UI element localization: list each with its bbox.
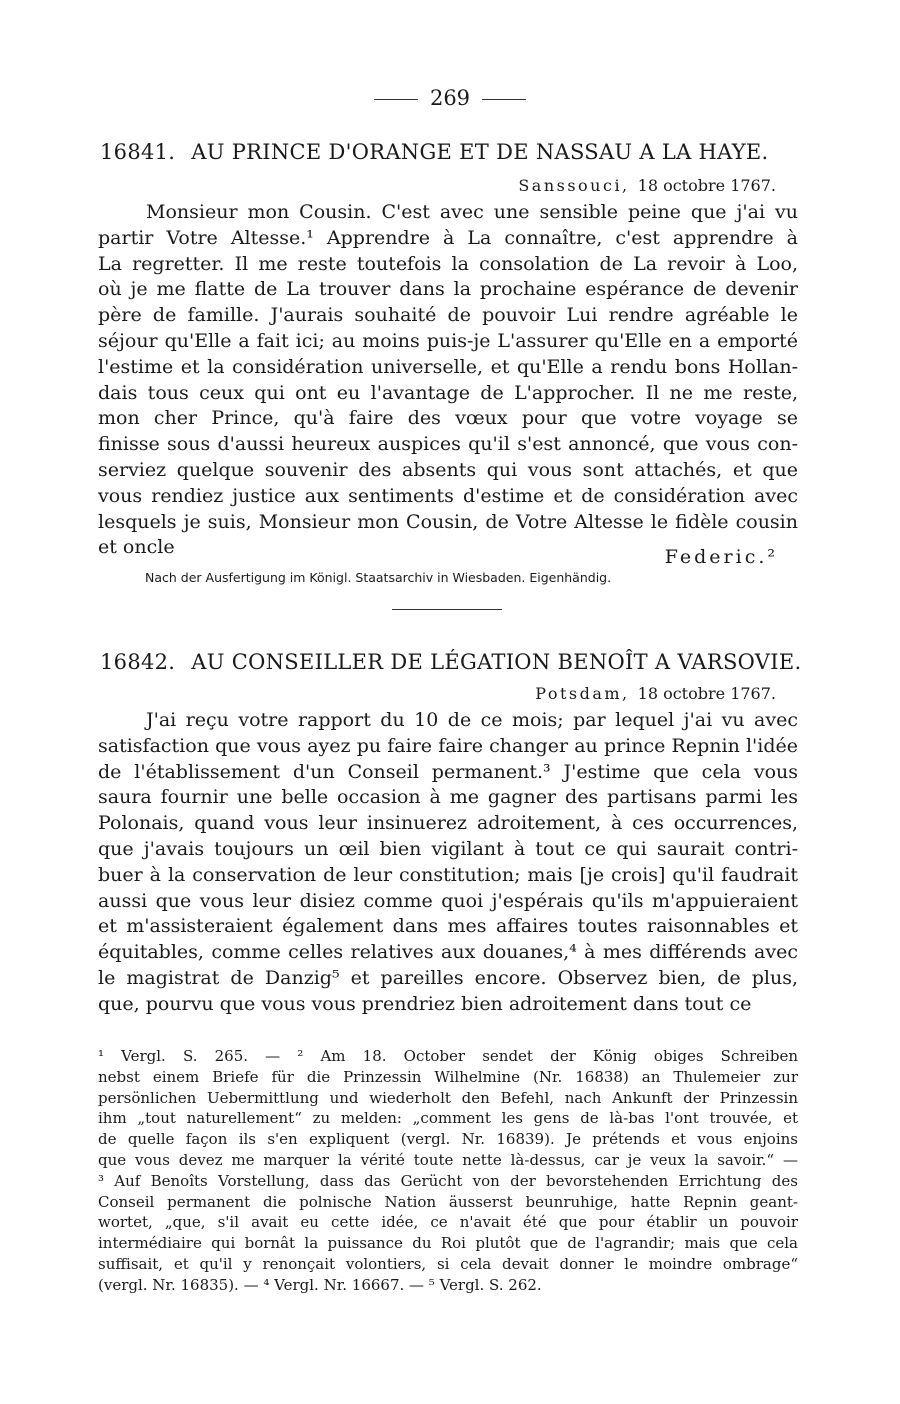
letter-2-text-line: Polonais, quand vous leur insinuerez adroitement, à ces occurrences, [98, 812, 798, 835]
footnote-line: Conseil permanent die polnische Nation äusserst beunruhige, hatte Repnin geant- [98, 1192, 798, 1211]
letter-2-dateline [535, 684, 776, 703]
letter-1-text-line: mon cher Prince, qu'à faire des vœux pour que votre voyage se [98, 407, 798, 430]
letter-1-date: 18 octobre 1767. [637, 176, 776, 195]
page-header [0, 86, 900, 110]
letter-1-heading [100, 140, 800, 164]
letter-1-number: 16841. [100, 140, 176, 164]
letter-1-place: Sanssouci, [518, 176, 630, 195]
letter-2-number: 16842. [100, 650, 176, 674]
letter-2-text-line: que, pourvu que vous vous prendriez bien adroitement dans tout ce [98, 992, 752, 1015]
letter-1-text-line: vous rendiez justice aux sentiments d'estime et de considération avec [98, 484, 798, 507]
letter-2-text-line: aussi que vous leur disiez comme quoi j'espérais qu'ils m'appuieraient [98, 889, 798, 912]
letter-2-body [98, 708, 798, 1018]
footnote-line: que vous devez me marquer la vérité toute nette là-dessus, car je veux la savoir.“ — [98, 1150, 798, 1169]
footnote-line: persönlichen Uebermittlung und wiederholt den Befehl, nach Ankunft der Prinzessin [98, 1088, 798, 1107]
section-divider [392, 609, 502, 610]
letter-2-text-line: que j'avais toujours un œil bien vigilant à tout ce qui saurait contri- [98, 837, 798, 860]
letter-1-text-line: père de famille. J'aurais souhaité de pouvoir Lui rendre agréable le [98, 304, 798, 327]
letter-2-text-line: saura fournir une belle occasion à me gagner des partisans parmi les [98, 786, 798, 809]
footnote-line: (vergl. Nr. 16835). — ⁴ Vergl. Nr. 16667. — ⁵ Vergl. S. 262. [98, 1275, 542, 1294]
letter-2-text-line: J'ai reçu votre rapport du 10 de ce mois; par lequel j'ai vu avec [146, 709, 798, 731]
letter-2-date: 18 octobre 1767. [637, 684, 776, 703]
letter-1-text-line: où je me flatte de La trouver dans la prochaine espérance de devenir [98, 278, 798, 301]
letter-2-text-line: buer à la conservation de leur constitution; mais [je crois] qu'il faudrait [98, 863, 798, 886]
footnotes [98, 1046, 798, 1296]
footnote-line: ihm „tout naturellement“ zu melden: „comment les gens de là-bas l'ont trouvée, et [98, 1109, 798, 1128]
letter-1-text-line: séjour qu'Elle a fait ici; au moins puis-je L'assurer qu'Elle en a emporté [98, 329, 798, 352]
footnote-line: de quelle façon ils s'en expliquent (vergl. Nr. 16839). Je prétends et vous enjoins [98, 1130, 798, 1149]
letter-1-dateline [518, 176, 776, 195]
letter-1-source-note: Nach der Ausfertigung im Königl. Staatsarchiv in Wiesbaden. Eigenhändig. [145, 570, 612, 585]
letter-1-text-line: La regretter. Il me reste toutefois la consolation de La revoir à Loo, [98, 252, 798, 275]
letter-1-signature: Federic.² [664, 546, 778, 568]
footnote-line: ¹ Vergl. S. 265. — ² Am 18. October sendet der König obiges Schreiben [98, 1047, 798, 1065]
letter-2-place: Potsdam, [535, 684, 630, 703]
letter-2-title: AU CONSEILLER DE LÉGATION BENOÎT A VARSOVIE. [191, 650, 802, 674]
letter-1-text-line: finisse sous d'aussi heureux auspices qu'il s'est annoncé, que vous con- [98, 433, 798, 456]
footnote-line: wortet, „que, s'il avait eu cette idée, ce n'avait été que pour établir un pouvoir [98, 1213, 798, 1232]
footnote-line: intermédiaire qui bornât la puissance du Roi plutôt que de l'agrandir; mais que cela [98, 1234, 798, 1253]
letter-2-text-line: équitables, comme celles relatives aux douanes,⁴ à mes différends avec [98, 941, 798, 964]
letter-2-text-line: satisfaction que vous ayez pu faire faire changer au prince Repnin l'idée [98, 734, 798, 757]
letter-1-text-line: et oncle [98, 536, 175, 559]
footnote-line: nebst einem Briefe für die Prinzessin Wilhelmine (Nr. 16838) an Thulemeier zur [98, 1067, 798, 1086]
letter-1-text-line: partir Votre Altesse.¹ Apprendre à La connaître, c'est apprendre à [98, 226, 798, 249]
letter-1-text-line: Monsieur mon Cousin. C'est avec une sensible peine que j'ai vu [146, 201, 798, 223]
header-dash-right [482, 99, 526, 100]
letter-1-text-line: dais tous ceux qui ont eu l'avantage de L'approcher. Il ne me reste, [98, 381, 798, 404]
footnote-line: suffisait, et qu'il y renonçait volontiers, si cela devait donner le moindre ombrage“ [98, 1254, 798, 1273]
letter-1-body [98, 200, 798, 561]
letter-2-text-line: et m'assisteraient également dans mes affaires toutes raisonnables et [98, 915, 798, 938]
letter-2-text-line: de l'établissement d'un Conseil permanent.³ J'estime que cela vous [98, 760, 798, 783]
letter-2-heading [100, 650, 800, 674]
letter-2-text-line: le magistrat de Danzig⁵ et pareilles encore. Observez bien, de plus, [98, 966, 798, 989]
letter-1-text-line: lesquels je suis, Monsieur mon Cousin, de Votre Altesse le fidèle cousin [98, 510, 798, 533]
header-dash-left [374, 99, 418, 100]
letter-1-title: AU PRINCE D'ORANGE ET DE NASSAU A LA HAYE. [191, 140, 769, 164]
page-number: 269 [429, 86, 471, 110]
letter-1-text-line: serviez quelque souvenir des absents qui vous sont attachés, et que [98, 458, 798, 481]
footnote-line: ³ Auf Benoîts Vorstellung, dass das Gerücht von der bevorstehenden Errichtung des [98, 1171, 798, 1190]
letter-1-text-line: l'estime et la considération universelle, et qu'Elle a rendu bons Hollan- [98, 355, 798, 378]
